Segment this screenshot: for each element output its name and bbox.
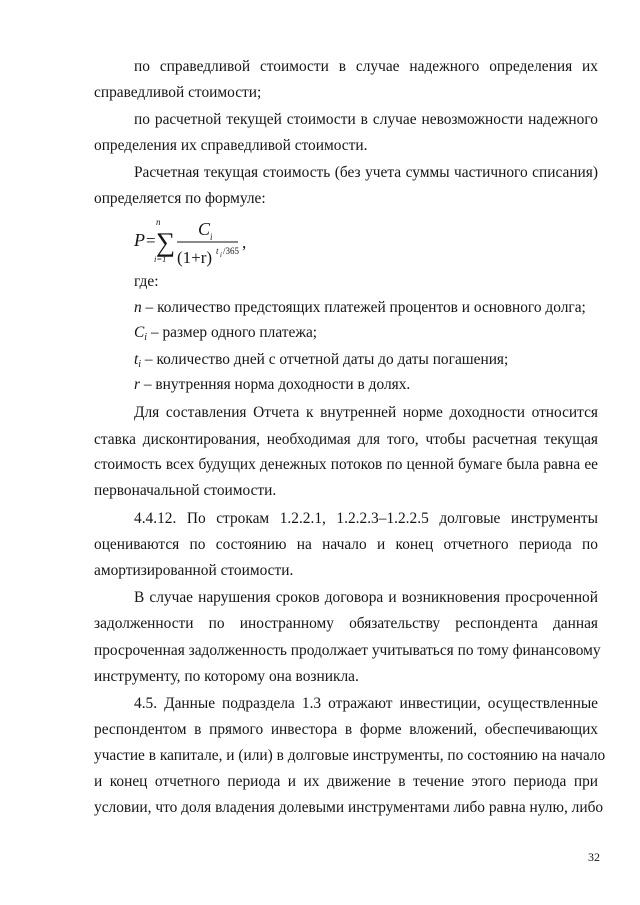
p2-line-2: определения их справедливой стоимости.	[94, 137, 368, 154]
p7-line-1: 4.5. Данные подраздела 1.3 отражают инвестиции, осуществленные	[134, 695, 598, 712]
def-t	[134, 350, 598, 370]
def-symbol: n	[134, 299, 142, 316]
p3-line-1: Расчетная текущая стоимость (без учета суммы частичного списания)	[134, 164, 598, 181]
def-r	[134, 375, 598, 395]
def-symbol: r	[134, 376, 140, 393]
p7-line-2: респондентом в прямого инвестора в форме вложений, обеспечивающих	[94, 721, 598, 738]
p4-line-4: первоначальной стоимости.	[94, 482, 277, 499]
formula-p: P	[134, 230, 145, 250]
formula-equals: =	[146, 231, 156, 250]
p4-line-3: стоимость всех будущих денежных потоков по ценной бумаге была равна ее	[94, 456, 598, 473]
p6-line-3: просроченная задолженность продолжает учитываться по тому финансовому	[94, 642, 601, 659]
def-c	[134, 323, 598, 343]
p7-line-3: участие в капитале, и (или) в долговые инструменты, по состоянию на начало	[94, 747, 606, 764]
def-symbol: t	[134, 351, 139, 368]
formula-numerator-sub: i	[210, 232, 213, 242]
formula-sum-upper: n	[156, 217, 161, 227]
formula-denominator: (1+r)	[177, 248, 213, 267]
p7-line-5: условии, что доля владения долевыми инструментами либо равна нулю, либо	[94, 799, 604, 816]
formula-sum-lower: i=1	[154, 254, 167, 264]
p5-line-3: амортизированной стоимости.	[94, 562, 294, 579]
formula-sigma: ∑	[156, 227, 176, 257]
def-n	[134, 298, 598, 318]
def-symbol-sub: i	[144, 332, 148, 343]
p4-line-2: ставка дисконтирования, необходимая для того, чтобы расчетная текущая	[94, 431, 598, 448]
page-number: 32	[588, 850, 600, 864]
p4-line-1: Для составления Отчета к внутренней норме доходности относится	[134, 404, 598, 421]
p1-line-1: по справедливой стоимости в случае надежного определения их	[134, 58, 598, 75]
p2-line-1: по расчетной текущей стоимости в случае невозможности надежного	[134, 111, 598, 128]
def-symbol-sub: i	[138, 359, 142, 370]
p1-line-2: справедливой стоимости;	[94, 84, 262, 101]
p7-line-4: и конец отчетного периода и их движение в течение этого периода при	[94, 773, 598, 790]
formula-trailing-comma: ,	[242, 233, 247, 252]
def-text: – размер одного платежа;	[147, 324, 318, 341]
def-symbol: C	[134, 324, 145, 341]
p6-line-1: В случае нарушения сроков договора и возникновения просроченной	[134, 589, 598, 606]
formula-exponent-rest: /365	[223, 246, 240, 256]
p5-line-2: оцениваются по состоянию на начало и конец отчетного периода по	[94, 536, 598, 553]
def-text: – внутренняя норма доходности в долях.	[140, 376, 411, 393]
formula-exponent-sub: i	[220, 251, 222, 259]
p3-line-2: определяется по формуле:	[94, 190, 266, 207]
def-text: – количество дней с отчетной даты до даты погашения;	[141, 351, 509, 368]
formula-exponent-t: t	[216, 246, 219, 256]
p6-line-2: задолженности по иностранному обязательству респондента данная	[94, 615, 598, 632]
p6-line-4: инструменту, по которому она возникла.	[94, 668, 359, 685]
formula-numerator: C	[198, 219, 211, 239]
def-text: – количество предстоящих платежей процентов и основного долга;	[141, 299, 586, 316]
p5-line-1: 4.4.12. По строкам 1.2.2.1, 1.2.2.3–1.2.2.5 долговые инструменты	[134, 510, 598, 527]
where-label: где:	[134, 273, 159, 290]
